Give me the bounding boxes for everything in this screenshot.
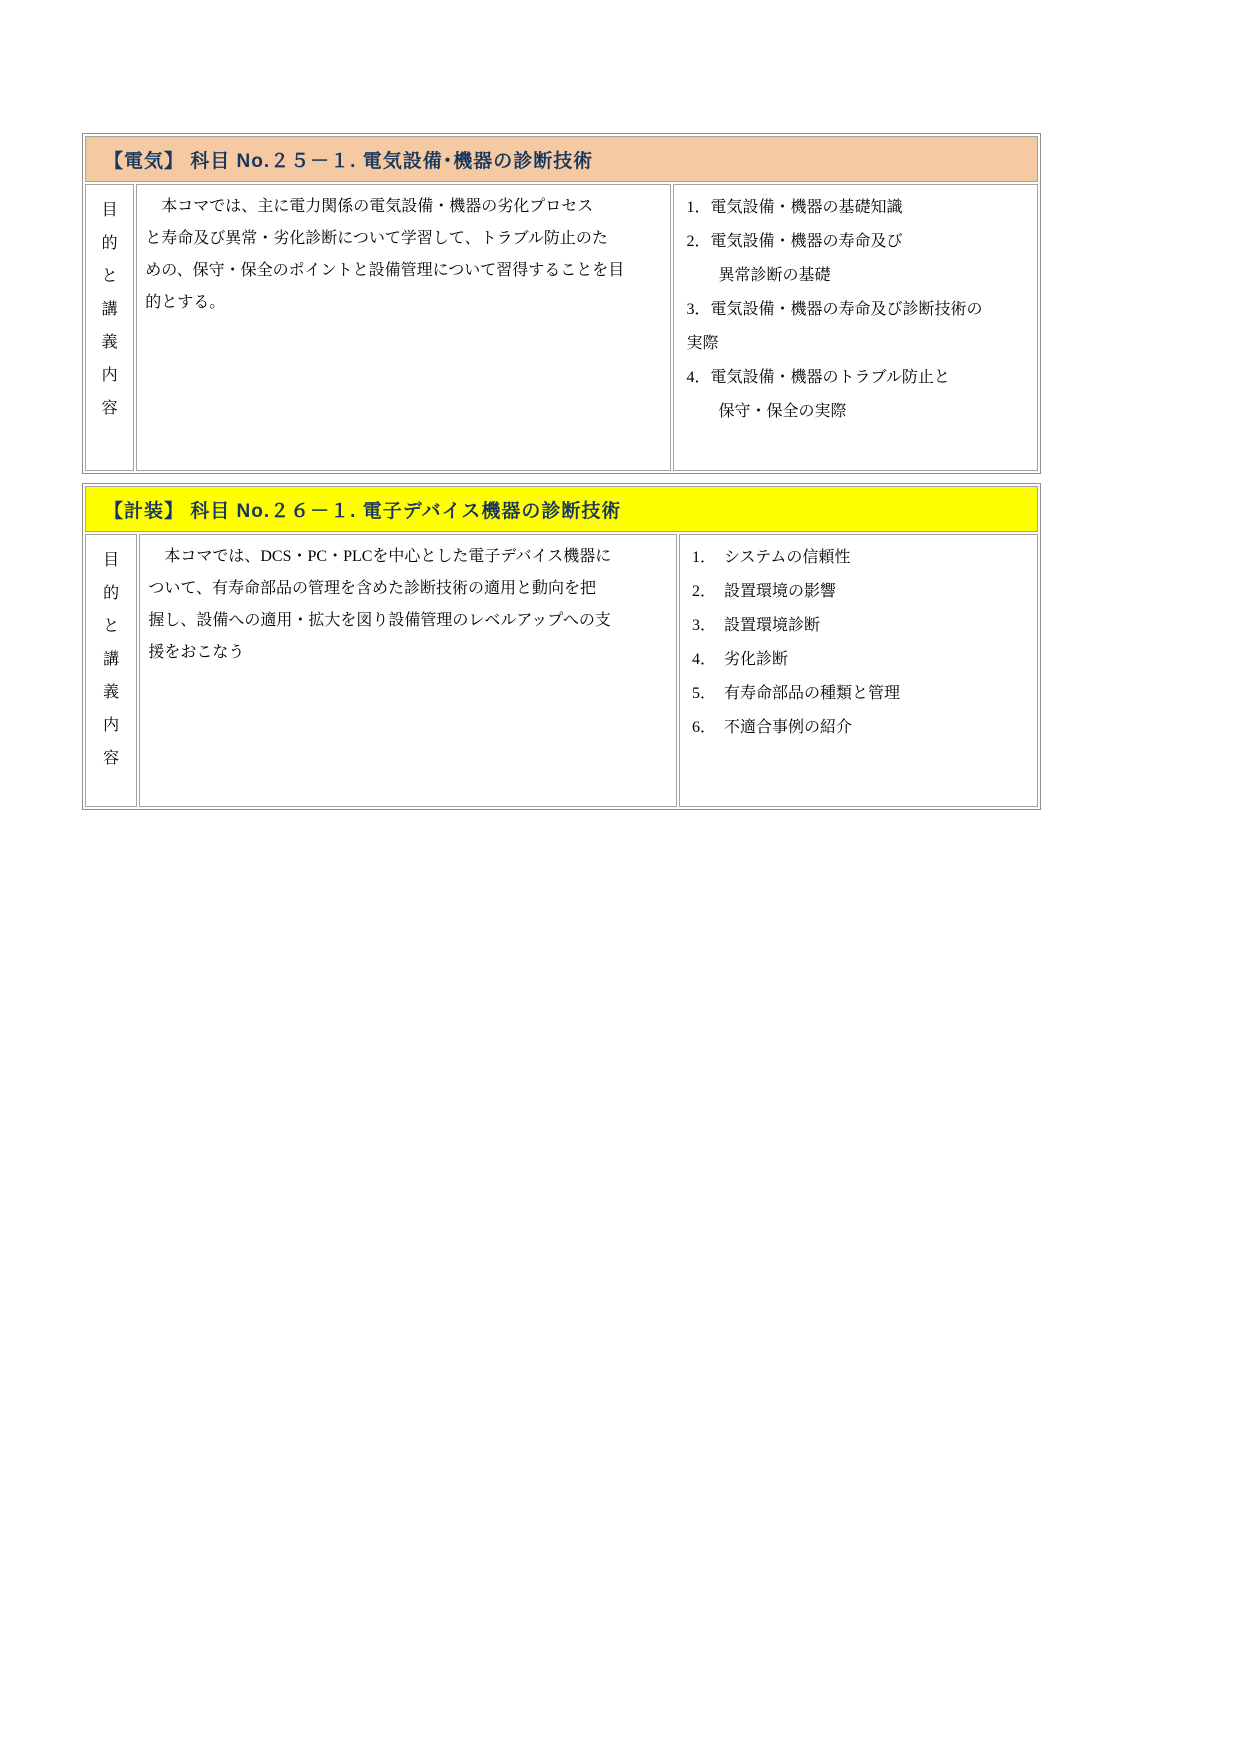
text-line: 4． 劣化診断 bbox=[691, 651, 788, 668]
text-line: 実際 bbox=[686, 335, 719, 352]
section-header-instrumentation-title: 【計装】 科目 No.２６－１. 電子デバイス機器の診断技術 bbox=[104, 500, 622, 522]
text-line: めの、保守・保全のポイントと設備管理について習得することを目 bbox=[145, 262, 625, 279]
course-table-instrumentation bbox=[82, 483, 1041, 810]
course-description-instrumentation bbox=[139, 534, 677, 807]
text-line: 握し、設備への適用・拡大を図り設備管理のレベルアップへの支 bbox=[148, 612, 611, 629]
text-line: 本コマでは、主に電力関係の電気設備・機器の劣化プロセス bbox=[145, 198, 594, 215]
course-topics-electric bbox=[673, 184, 1038, 471]
text-line: 容 bbox=[101, 400, 118, 417]
text-line: 目 bbox=[101, 202, 118, 219]
course-topics-instrumentation bbox=[679, 534, 1038, 807]
text-line: 援をおこなう bbox=[148, 644, 245, 661]
text-line: 的 bbox=[103, 585, 120, 602]
text-line: 義 bbox=[103, 684, 120, 701]
text-line: 3． 設置環境診断 bbox=[691, 617, 820, 634]
text-line: 内 bbox=[103, 717, 120, 734]
text-line: 本コマでは、DCS・PC・PLCを中心とした電子デバイス機器に bbox=[148, 548, 612, 565]
text-line: 保守・保全の実際 bbox=[686, 403, 847, 420]
text-line: 4．電気設備・機器のトラブル防止と bbox=[686, 369, 950, 386]
text-line: 異常診断の基礎 bbox=[686, 267, 831, 284]
text-line: と bbox=[103, 618, 120, 635]
text-line: 的とする。 bbox=[145, 294, 226, 311]
text-line: ついて、有寿命部品の管理を含めた診断技術の適用と動向を把 bbox=[148, 580, 597, 597]
text-line: 義 bbox=[101, 334, 118, 351]
purpose-label-column bbox=[85, 534, 137, 807]
text-line: 1． システムの信頼性 bbox=[691, 549, 851, 566]
text-line: 的 bbox=[101, 235, 118, 252]
text-line: 目 bbox=[103, 552, 120, 569]
syllabus-content bbox=[82, 133, 1041, 819]
text-line: 講 bbox=[103, 651, 120, 668]
course-table-electric bbox=[82, 133, 1041, 474]
section-header-electric bbox=[85, 136, 1038, 182]
text-line: と bbox=[101, 268, 118, 285]
purpose-label-column bbox=[85, 184, 134, 471]
text-line: と寿命及び異常・劣化診断について学習して、トラブル防止のた bbox=[145, 230, 608, 247]
text-line: 講 bbox=[101, 301, 118, 318]
section-header-electric-title: 【電気】 科目 No.２５－１. 電気設備･機器の診断技術 bbox=[104, 150, 594, 172]
text-line: 2． 設置環境の影響 bbox=[691, 583, 836, 600]
course-description-electric bbox=[136, 184, 671, 471]
text-line: 容 bbox=[103, 750, 120, 767]
text-line: 3．電気設備・機器の寿命及び診断技術の bbox=[686, 301, 983, 318]
text-line: 2．電気設備・機器の寿命及び bbox=[686, 233, 903, 250]
text-line: 1．電気設備・機器の基礎知識 bbox=[686, 199, 903, 216]
section-header-instrumentation bbox=[85, 486, 1038, 532]
text-line: 内 bbox=[101, 367, 118, 384]
text-line: 5． 有寿命部品の種類と管理 bbox=[691, 685, 900, 702]
text-line: 6． 不適合事例の紹介 bbox=[691, 719, 852, 736]
